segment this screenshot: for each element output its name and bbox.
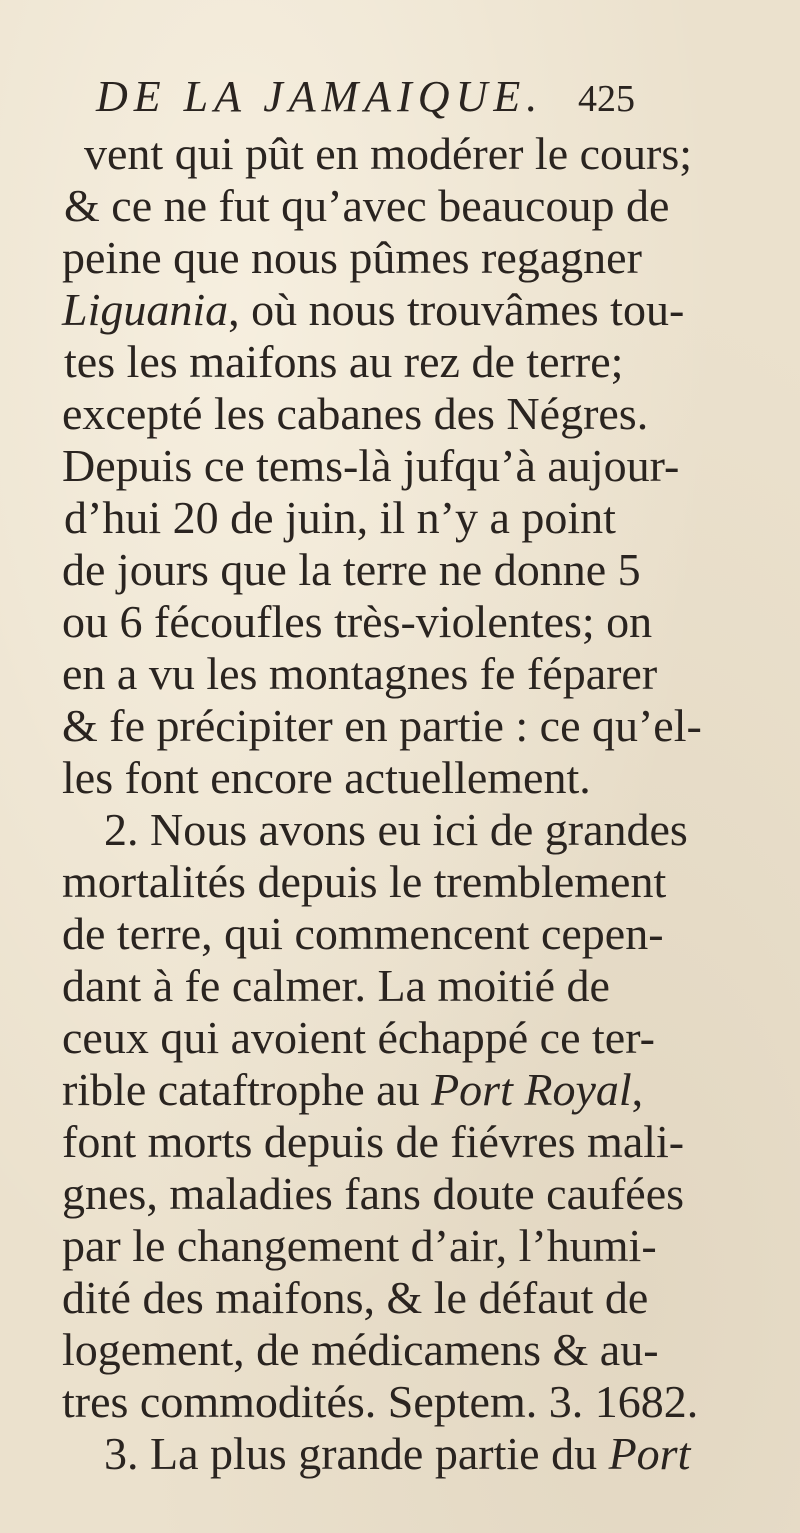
- running-head: [96, 72, 656, 122]
- text-line: rible cataftrophe au Port Royal,: [62, 1064, 644, 1115]
- text-line: mortalités depuis le tremblement: [62, 856, 667, 907]
- text-line: gnes, maladies fans doute caufées: [62, 1168, 685, 1219]
- text-line: Liguania, où nous trouvâmes tou-: [62, 284, 685, 335]
- text-line: vent qui pût en modérer le cours;: [84, 128, 693, 179]
- running-head-title: DE LA JAMAIQUE.: [96, 72, 544, 121]
- text-line: peine que nous pûmes regagner: [62, 232, 642, 283]
- text-line: excepté les cabanes des Négres.: [62, 388, 649, 439]
- page-number: 425: [578, 78, 635, 120]
- place-name-port: Port: [608, 1428, 691, 1479]
- text-line: & ce ne fut qu’avec beaucoup de: [64, 180, 670, 231]
- text-line: Depuis ce tems-là jufqu’à aujour-: [62, 440, 680, 491]
- text-line: ou 6 fécoufles très-violentes; on: [62, 596, 653, 647]
- text-line: logement, de médicamens & au-: [62, 1324, 659, 1375]
- text-line: ceux qui avoient échappé ce ter-: [62, 1012, 655, 1063]
- text-line: d’hui 20 de juin, il n’y a point: [64, 492, 616, 543]
- text-line: de jours que la terre ne donne 5: [62, 544, 641, 595]
- text-line: dant à fe calmer. La moitié de: [62, 960, 610, 1011]
- text-line: par le changement d’air, l’humi-: [62, 1220, 657, 1271]
- text-line: les font encore actuellement.: [62, 752, 591, 803]
- text-line: de terre, qui commencent cepen-: [62, 908, 664, 959]
- text-line: 2. Nous avons eu ici de grandes: [104, 804, 688, 855]
- text-line: en a vu les montagnes fe féparer: [62, 648, 658, 699]
- text-line: font morts depuis de fiévres mali-: [62, 1116, 685, 1167]
- place-name-port-royal: Port Royal: [431, 1064, 632, 1115]
- text-line: tes les maifons au rez de terre;: [64, 336, 624, 387]
- text-line: dité des maifons, & le défaut de: [62, 1272, 649, 1323]
- place-name-liguania: Liguania: [62, 284, 229, 335]
- text-line: tres commodités. Septem. 3. 1682.: [62, 1376, 699, 1427]
- text-line: & fe précipiter en partie : ce qu’el-: [62, 700, 702, 751]
- text-line: 3. La plus grande partie du Port: [104, 1428, 691, 1479]
